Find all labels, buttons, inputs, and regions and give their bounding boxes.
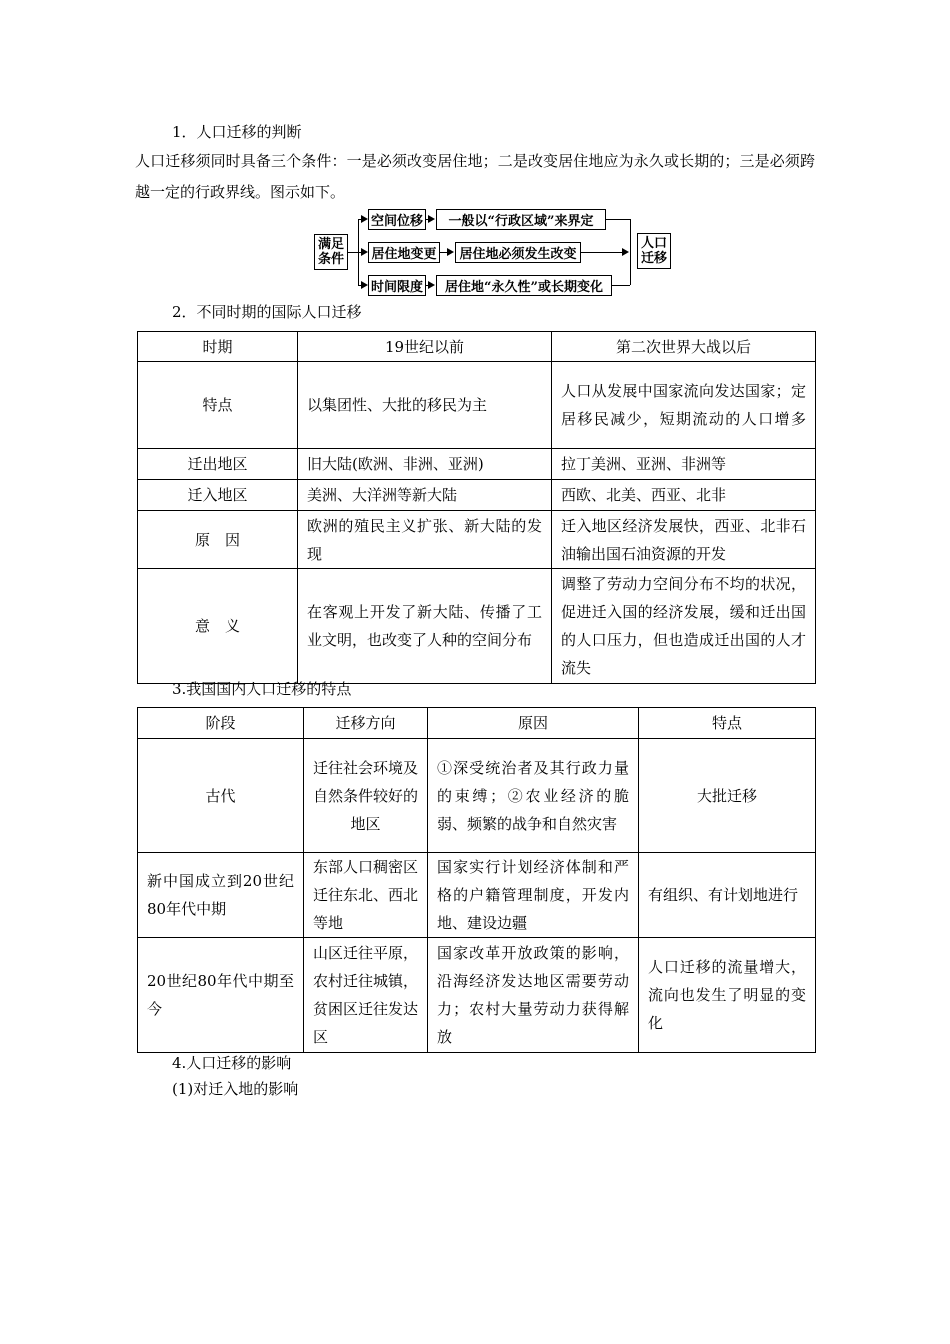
reason-cell: 国家实行计划经济体制和严格的户籍管理制度，开发内地、建设边疆 xyxy=(428,853,639,938)
table-row xyxy=(138,569,816,684)
table-header-row xyxy=(138,708,816,739)
table-row xyxy=(138,938,816,1053)
table-cell: 欧洲的殖民主义扩张、新大陆的发现 xyxy=(298,511,552,569)
table-cell: 以集团性、大批的移民为主 xyxy=(298,362,552,449)
table-header-cell: 第二次世界大战以后 xyxy=(552,332,816,362)
section-1-title: 1．人口迁移的判断 xyxy=(172,123,302,141)
table-cell: 在客观上开发了新大陆、传播了工业文明，也改变了人种的空间分布 xyxy=(298,569,552,684)
table-cell: 拉丁美洲、亚洲、非洲等 xyxy=(552,449,816,480)
section-2-title: 2．不同时期的国际人口迁移 xyxy=(172,303,362,321)
table-row xyxy=(138,739,816,853)
diagram-start-box: 满足 条件 xyxy=(314,234,348,270)
diagram-detail-time: 居住地“永久性”或长期变化 xyxy=(436,275,612,296)
table-cell: 美洲、大洋洲等新大陆 xyxy=(298,480,552,511)
diagram-condition-residence: 居住地变更 xyxy=(368,242,440,263)
feature-cell: 有组织、有计划地进行 xyxy=(639,853,816,938)
row-label-cell: 原 因 xyxy=(138,511,298,569)
stage-cell: 20世纪80年代中期至今 xyxy=(138,938,304,1053)
diagram-condition-space: 空间位移 xyxy=(368,209,426,230)
diagram-detail-space: 一般以“行政区域”来界定 xyxy=(436,209,606,230)
table-row xyxy=(138,362,816,449)
reason-cell: ①深受统治者及其行政力量的束缚；②农业经济的脆弱、频繁的战争和自然灾害 xyxy=(428,739,639,853)
table-cell: 旧大陆(欧洲、非洲、亚洲) xyxy=(298,449,552,480)
table-row xyxy=(138,511,816,569)
domestic-migration-table xyxy=(137,707,816,1053)
row-label-cell: 迁入地区 xyxy=(138,480,298,511)
table-cell: 西欧、北美、西亚、北非 xyxy=(552,480,816,511)
diagram-condition-time: 时间限度 xyxy=(368,275,426,296)
table-header-cell: 迁移方向 xyxy=(304,708,428,739)
section-4-title: 4.人口迁移的影响 xyxy=(172,1054,292,1072)
table-header-cell: 原因 xyxy=(428,708,639,739)
table-header-cell: 阶段 xyxy=(138,708,304,739)
table-header-row xyxy=(138,332,816,362)
diagram-detail-residence: 居住地必须发生改变 xyxy=(455,242,581,263)
stage-cell: 新中国成立到20世纪80年代中期 xyxy=(138,853,304,938)
section-4-subtitle: (1)对迁入地的影响 xyxy=(172,1080,299,1098)
table-cell: 人口从发展中国家流向发达国家；定居移民减少，短期流动的人口增多 xyxy=(552,362,816,449)
row-label-cell: 意 义 xyxy=(138,569,298,684)
table-header-cell: 特点 xyxy=(639,708,816,739)
feature-cell: 大批迁移 xyxy=(639,739,816,853)
diagram-end-box: 人口 迁移 xyxy=(637,233,671,269)
section-3-title: 3.我国国内人口迁移的特点 xyxy=(172,680,352,698)
migration-conditions-diagram xyxy=(0,0,950,300)
table-row xyxy=(138,480,816,511)
table-header-cell: 19世纪以前 xyxy=(298,332,552,362)
direction-cell: 迁往社会环境及自然条件较好的地区 xyxy=(304,739,428,853)
stage-cell: 古代 xyxy=(138,739,304,853)
direction-cell: 东部人口稠密区迁往东北、西北等地 xyxy=(304,853,428,938)
section-1-paragraph: 人口迁移须同时具备三个条件：一是必须改变居住地；二是改变居住地应为永久或长期的；三是必须跨越一定的行政界线。图示如下。 xyxy=(135,152,815,201)
table-row xyxy=(138,449,816,480)
row-label-cell: 迁出地区 xyxy=(138,449,298,480)
direction-cell: 山区迁往平原，农村迁往城镇，贫困区迁往发达区 xyxy=(304,938,428,1053)
table-cell: 迁入地区经济发展快，西亚、北非石油输出国石油资源的开发 xyxy=(552,511,816,569)
table-header-cell: 时期 xyxy=(138,332,298,362)
reason-cell: 国家改革开放政策的影响，沿海经济发达地区需要劳动力；农村大量劳动力获得解放 xyxy=(428,938,639,1053)
international-migration-table xyxy=(137,331,816,684)
row-label-cell: 特点 xyxy=(138,362,298,449)
table-cell: 调整了劳动力空间分布不均的状况，促进迁入国的经济发展，缓和迁出国的人口压力，但也造成迁出国的人才流失 xyxy=(552,569,816,684)
table-row xyxy=(138,853,816,938)
feature-cell: 人口迁移的流量增大，流向也发生了明显的变化 xyxy=(639,938,816,1053)
